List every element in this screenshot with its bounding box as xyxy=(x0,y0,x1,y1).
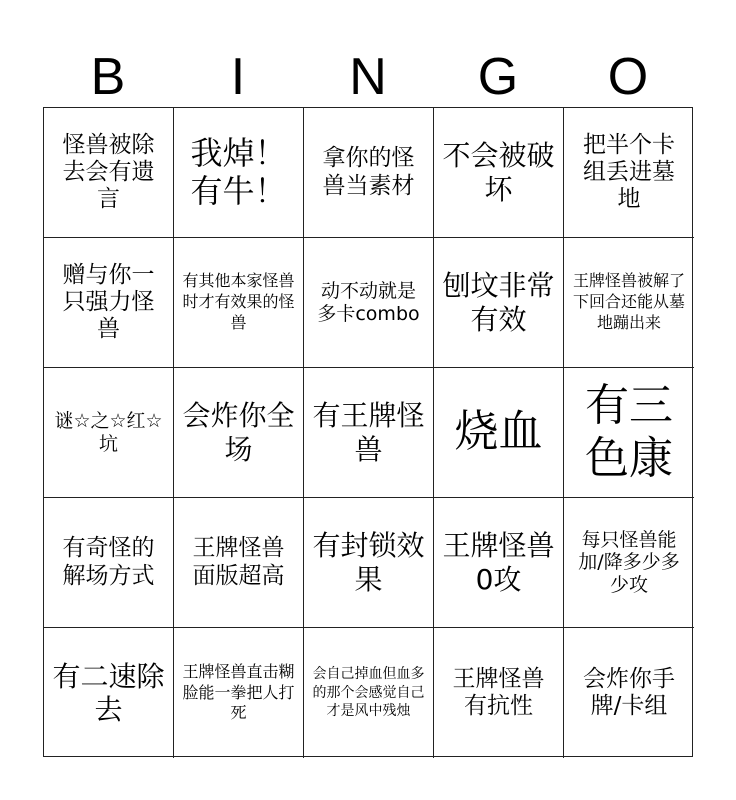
bingo-header xyxy=(43,48,693,106)
bingo-cell[interactable]: 会炸你全场 xyxy=(174,368,304,498)
bingo-cell[interactable]: 我焯！有牛！ xyxy=(174,108,304,238)
header-letter-g: G xyxy=(477,48,519,106)
bingo-cell[interactable]: 烧血 xyxy=(434,368,564,498)
bingo-cell[interactable]: 谜☆之☆红☆坑 xyxy=(44,368,174,498)
bingo-cell[interactable]: 不会被破坏 xyxy=(434,108,564,238)
bingo-cell[interactable]: 怪兽被除去会有遗言 xyxy=(44,108,174,238)
bingo-cell[interactable]: 有三色康 xyxy=(564,368,694,498)
bingo-cell[interactable]: 王牌怪兽直击糊脸能一拳把人打死 xyxy=(174,628,304,758)
bingo-cell[interactable]: 有其他本家怪兽时才有效果的怪兽 xyxy=(174,238,304,368)
bingo-cell[interactable]: 有封锁效果 xyxy=(304,498,434,628)
bingo-cell[interactable]: 刨坟非常有效 xyxy=(434,238,564,368)
header-letter-n: N xyxy=(349,48,387,106)
bingo-grid xyxy=(43,107,693,757)
bingo-cell[interactable]: 王牌怪兽被解了下回合还能从墓地蹦出来 xyxy=(564,238,694,368)
header-letter-b: B xyxy=(90,48,126,106)
bingo-cell[interactable]: 有二速除去 xyxy=(44,628,174,758)
bingo-cell[interactable]: 赠与你一只强力怪兽 xyxy=(44,238,174,368)
bingo-cell[interactable]: 王牌怪兽0攻 xyxy=(434,498,564,628)
bingo-cell[interactable]: 把半个卡组丢进墓地 xyxy=(564,108,694,238)
header-letter-i: I xyxy=(230,48,246,106)
bingo-cell[interactable]: 有王牌怪兽 xyxy=(304,368,434,498)
bingo-cell[interactable]: 会自己掉血但血多的那个会感觉自己才是风中残烛 xyxy=(304,628,434,758)
bingo-cell[interactable]: 有奇怪的解场方式 xyxy=(44,498,174,628)
bingo-cell[interactable]: 拿你的怪兽当素材 xyxy=(304,108,434,238)
bingo-cell[interactable]: 动不动就是多卡combo xyxy=(304,238,434,368)
bingo-cell[interactable]: 会炸你手牌/卡组 xyxy=(583,665,675,719)
bingo-cell[interactable]: 王牌怪兽面版超高 xyxy=(174,498,304,628)
header-letter-o: O xyxy=(607,48,649,106)
bingo-cell[interactable]: 王牌怪兽有抗性 xyxy=(434,628,564,758)
bingo-cell[interactable]: 每只怪兽能加/降多少多少攻 xyxy=(564,498,694,628)
